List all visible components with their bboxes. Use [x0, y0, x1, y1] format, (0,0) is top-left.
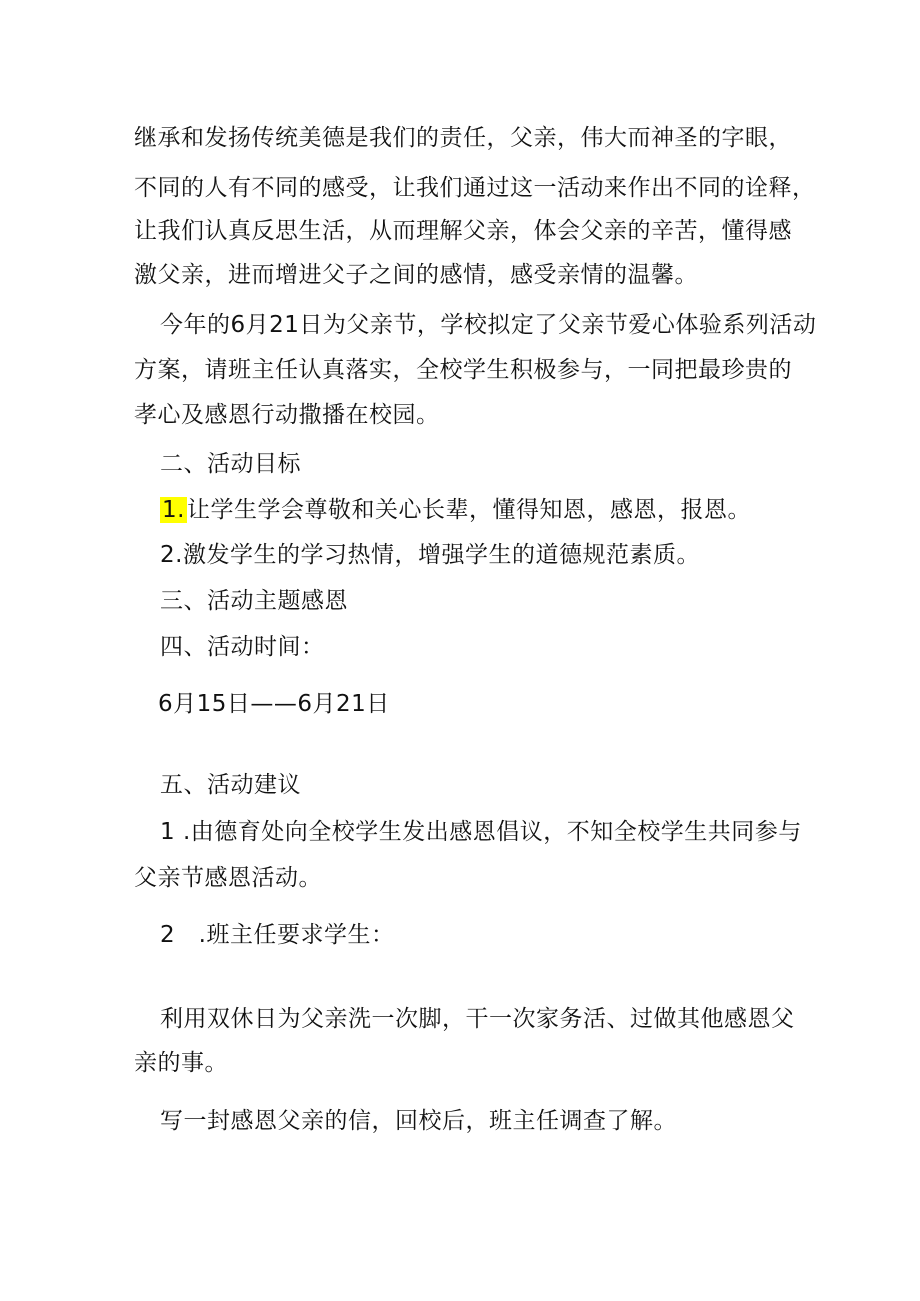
- goal-item-1: [160, 495, 751, 525]
- intro-line-1: 继承和发扬传统美德是我们的责任，父亲，伟大而神圣的字眼，: [134, 125, 792, 151]
- intro-line-3: 让我们认真反思生活，从而理解父亲，体会父亲的辛苦，懂得感: [134, 218, 792, 244]
- section-heading-theme: 三、活动主题感恩: [160, 588, 348, 614]
- task-1-line-1: 利用双休日为父亲洗一次脚，干一次家务活、过做其他感恩父: [160, 1006, 795, 1032]
- plan-line-3: 孝心及感恩行动撒播在校园。: [134, 402, 440, 428]
- goal-item-2: 2.激发学生的学习热情，增强学生的道德规范素质。: [160, 542, 700, 568]
- activity-date-range: 6月15日——6月21日: [158, 691, 390, 717]
- section-heading-time: 四、活动时间：: [160, 634, 325, 660]
- highlighted-number: 1.: [162, 497, 185, 523]
- intro-line-2: 不同的人有不同的感受，让我们通过这一活动来作出不同的诠释，: [134, 175, 816, 201]
- goal-item-1-text: 让学生学会尊敬和关心长辈，懂得知恩，感恩，报恩。: [186, 497, 751, 523]
- task-2: 写一封感恩父亲的信，回校后，班主任调查了解。: [160, 1108, 677, 1134]
- task-1-line-2: 亲的事。: [134, 1050, 228, 1076]
- plan-line-1: 今年的6月21日为父亲节，学校拟定了父亲节爱心体验系列活动: [160, 312, 817, 338]
- suggestion-1-line-2: 父亲节感恩活动。: [134, 865, 322, 891]
- section-heading-suggestions: 五、活动建议: [160, 772, 301, 798]
- intro-line-4: 激父亲，进而增进父子之间的感情，感受亲情的温馨。: [134, 262, 698, 288]
- plan-line-2: 方案，请班主任认真落实，全校学生积极参与，一同把最珍贵的: [134, 357, 792, 383]
- section-heading-goals: 二、活动目标: [160, 451, 301, 477]
- suggestion-2: 2 .班主任要求学生：: [160, 922, 395, 948]
- suggestion-1-line-1: 1 .由德育处向全校学生发出感恩倡议，不知全校学生共同参与: [160, 819, 802, 845]
